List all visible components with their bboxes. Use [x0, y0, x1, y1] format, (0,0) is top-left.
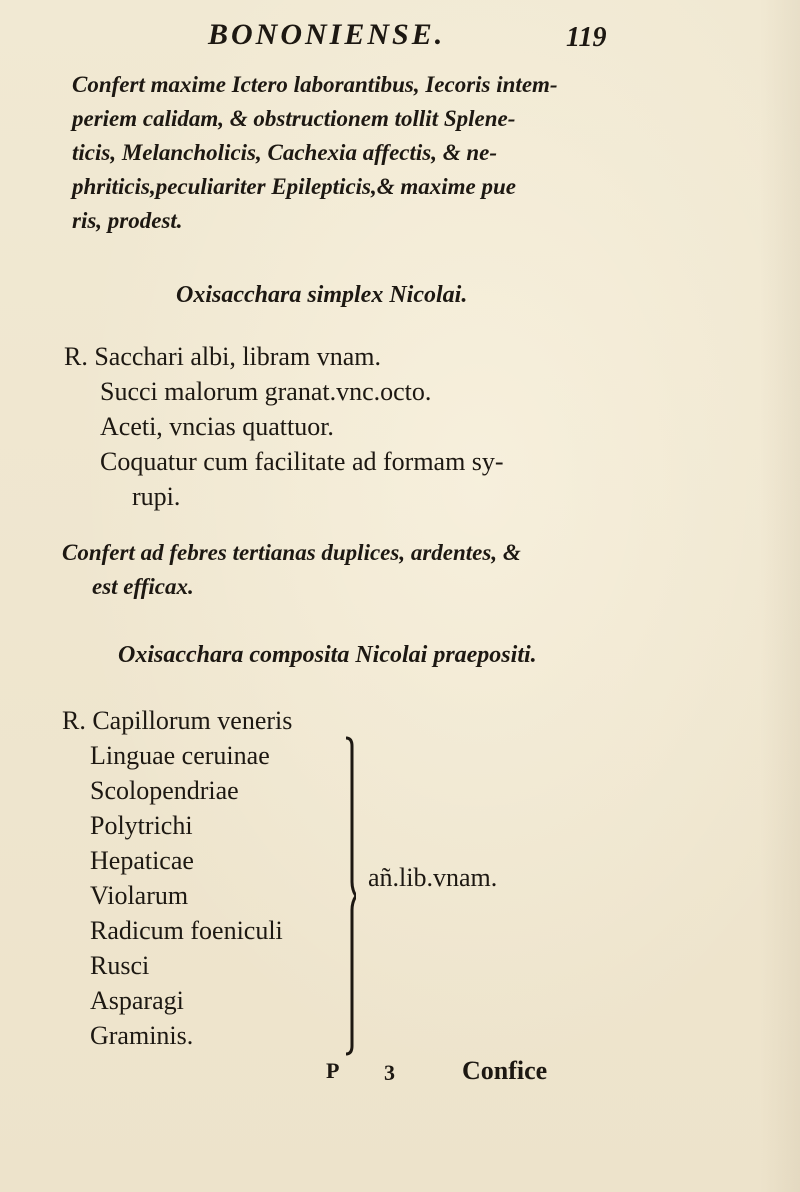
curly-brace-icon [346, 736, 356, 1056]
recipe1-heading: Oxisacchara simplex Nicolai. [176, 282, 468, 308]
recipe2-quantity: añ.lib.vnam. [368, 863, 498, 892]
signature-number: 3 [384, 1060, 395, 1085]
signature-letter: P [326, 1058, 340, 1083]
recipe2-ingredient-4: Polytrichi [90, 811, 193, 840]
recipe2-ingredient-10: Graminis. [90, 1021, 194, 1050]
recipe2-ingredient-5: Hepaticae [90, 846, 194, 875]
para1-line-1: Confert maxime Ictero laborantibus, Iecoris intem- [72, 72, 558, 97]
recipe2-heading: Oxisacchara composita Nicolai praepositi. [118, 642, 537, 668]
recipe1-line-4: Coquatur cum facilitate ad formam sy- [100, 447, 504, 476]
recipe1-line-2: Succi malorum granat.vnc.octo. [100, 377, 432, 406]
para2-line-1: Confert ad febres tertianas duplices, ardentes, & [62, 540, 521, 565]
recipe2-ingredient-6: Violarum [90, 881, 189, 910]
recipe1-line-1: R. Sacchari albi, libram vnam. [64, 342, 381, 371]
page-number: 119 [566, 22, 607, 53]
recipe2-ingredient-1: R. Capillorum veneris [62, 706, 293, 735]
recipe1-line-3: Aceti, vncias quattuor. [100, 412, 334, 441]
recipe2-ingredient-2: Linguae ceruinae [90, 741, 270, 770]
para1-line-2: periem calidam, & obstructionem tollit Splene- [72, 106, 516, 131]
running-head: BONONIENSE. [208, 18, 446, 51]
para1-line-4: phriticis,peculiariter Epilepticis,& maxime pue [72, 174, 517, 199]
para2-line-2: est efficax. [92, 574, 194, 599]
recipe2-ingredient-7: Radicum foeniculi [90, 916, 283, 945]
para1-line-3: ticis, Melancholicis, Cachexia affectis, & ne- [72, 140, 498, 165]
recipe2-ingredient-9: Asparagi [90, 986, 184, 1015]
para1-line-5: ris, prodest. [72, 208, 183, 233]
recipe2-ingredient-8: Rusci [90, 951, 150, 980]
recipe1-line-5: rupi. [132, 482, 181, 511]
catchword: Confice [462, 1056, 548, 1085]
recipe2-ingredient-3: Scolopendriae [90, 776, 239, 805]
